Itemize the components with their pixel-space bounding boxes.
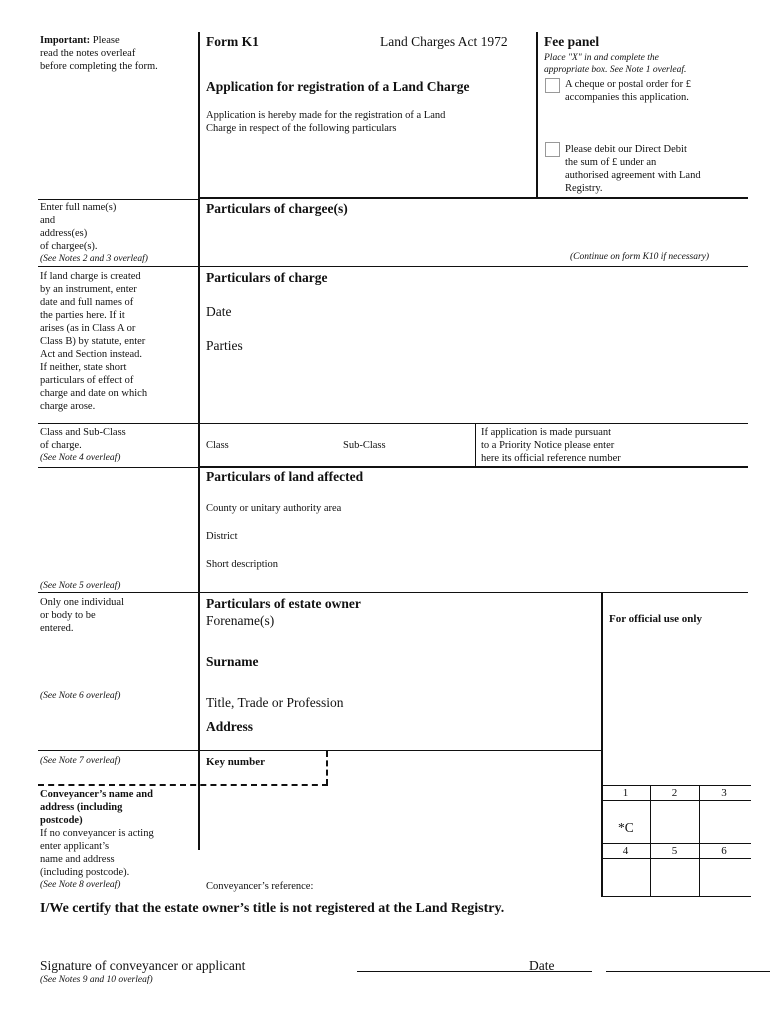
chargee-instructions: Enter full name(s) and address(es) of chargee(s). (See Notes 2 and 3 overleaf) bbox=[40, 202, 148, 264]
conveyancer-instructions: Conveyancer’s name and address (including postcode) If no conveyancer is acting enter applicant’s name and address (including postcode). (See Note 8 overleaf) bbox=[40, 789, 154, 890]
grid-line-1 bbox=[601, 785, 751, 786]
cheque-checkbox[interactable] bbox=[545, 78, 560, 93]
surname-field[interactable] bbox=[275, 652, 595, 686]
grid-cell-2: 2 bbox=[671, 787, 678, 799]
owner-heading: Particulars of estate owner bbox=[206, 596, 361, 611]
grid-mark-c: *C bbox=[618, 820, 634, 835]
grid-col-2 bbox=[699, 785, 700, 897]
short-description-label: Short description bbox=[206, 559, 279, 570]
grid-cell-6: 6 bbox=[721, 845, 727, 857]
rule-below-class bbox=[198, 466, 748, 468]
forename-field[interactable] bbox=[300, 612, 595, 646]
charge-date-label: Date bbox=[206, 304, 232, 319]
county-field[interactable] bbox=[380, 499, 740, 519]
fee-panel-divider bbox=[536, 32, 538, 198]
fee-panel-instructions: Place "X" in and complete the appropriate box. See Note 1 overleaf. bbox=[544, 53, 687, 75]
rule-below-chargee bbox=[38, 266, 748, 267]
rule-below-charge bbox=[38, 423, 748, 424]
district-field[interactable] bbox=[250, 527, 740, 547]
subclass-label: Sub-Class bbox=[343, 440, 386, 451]
act-title: Land Charges Act 1972 bbox=[380, 34, 508, 49]
address-field[interactable] bbox=[265, 716, 595, 746]
key-dash-right bbox=[326, 751, 328, 785]
rule-left-class bbox=[38, 467, 198, 468]
key-dash-bottom bbox=[38, 784, 328, 786]
priority-notice-text: If application is made pursuant to a Priority Notice please enter here its official reference number bbox=[481, 427, 621, 464]
subclass-field[interactable] bbox=[400, 436, 470, 456]
key-note: (See Note 7 overleaf) bbox=[40, 756, 121, 766]
date-field[interactable] bbox=[606, 954, 766, 970]
page-title: Application for registration of a Land Charge bbox=[206, 79, 470, 94]
conveyancer-reference-label: Conveyancer’s reference: bbox=[206, 881, 314, 892]
rule-below-land bbox=[38, 592, 748, 593]
grid-cell-5: 5 bbox=[671, 845, 678, 857]
forename-label: Forename(s) bbox=[206, 613, 275, 628]
county-label: County or unitary authority area bbox=[206, 503, 342, 514]
date-line bbox=[606, 971, 770, 972]
conveyancer-address-field[interactable] bbox=[202, 790, 597, 875]
certification-statement: I/We certify that the estate owner’s title is not registered at the Land Registry. bbox=[40, 901, 505, 916]
surname-label: Surname bbox=[206, 654, 259, 669]
charge-parties-label: Parties bbox=[206, 338, 243, 353]
date-label: Date bbox=[529, 958, 555, 973]
grid-line-3 bbox=[601, 843, 751, 844]
short-description-field[interactable] bbox=[300, 555, 740, 589]
intro-text: Application is hereby made for the registration of a Land Charge in respect of the following particulars bbox=[206, 110, 446, 134]
cheque-option-text: A cheque or postal order for £ accompanies this application. bbox=[565, 79, 691, 103]
continue-note: (Continue on form K10 if necessary) bbox=[570, 252, 710, 262]
important-note: Important: Please read the notes overleaf before completing the form. bbox=[40, 35, 158, 72]
fee-panel-title: Fee panel bbox=[544, 34, 600, 49]
land-heading: Particulars of land affected bbox=[206, 469, 364, 484]
grid-cell-1: 1 bbox=[622, 787, 629, 799]
charge-parties-field[interactable] bbox=[260, 336, 740, 416]
grid-line-5 bbox=[601, 896, 751, 897]
signature-line bbox=[357, 971, 592, 972]
direct-debit-option-text: Please debit our Direct Debit the sum of £ under an authorised agreement with Land Registry. bbox=[565, 144, 701, 194]
owner-instructions: Only one individual or body to be entered. bbox=[40, 597, 124, 634]
signature-label: Signature of conveyancer or applicant bbox=[40, 958, 246, 973]
grid-line-4 bbox=[601, 858, 751, 859]
signature-note: (See Notes 9 and 10 overleaf) bbox=[40, 975, 153, 985]
charge-heading: Particulars of charge bbox=[206, 270, 328, 285]
charge-date-field[interactable] bbox=[250, 302, 740, 322]
official-use-label: For official use only bbox=[609, 613, 702, 625]
signature-field[interactable] bbox=[357, 954, 527, 970]
left-column-divider bbox=[198, 32, 200, 850]
class-field[interactable] bbox=[240, 436, 335, 456]
chargee-heading: Particulars of chargee(s) bbox=[206, 201, 348, 216]
priority-divider bbox=[475, 423, 476, 467]
grid-line-2 bbox=[601, 800, 751, 801]
rule-left-chargee bbox=[38, 199, 198, 200]
land-note: (See Note 5 overleaf) bbox=[40, 581, 121, 591]
grid-cell-3: 3 bbox=[721, 787, 727, 799]
chargee-field[interactable] bbox=[202, 220, 742, 248]
title-trade-field[interactable] bbox=[375, 692, 595, 712]
rule-below-address bbox=[38, 750, 601, 751]
class-instructions: Class and Sub-Class of charge. (See Note 4 overleaf) bbox=[40, 427, 126, 463]
important-label: Important: bbox=[40, 35, 91, 46]
title-trade-label: Title, Trade or Profession bbox=[206, 695, 344, 710]
grid-cell-4: 4 bbox=[622, 845, 629, 857]
form-id: Form K1 bbox=[206, 34, 259, 49]
key-number-label: Key number bbox=[206, 756, 265, 768]
address-label: Address bbox=[206, 719, 254, 734]
class-label: Class bbox=[206, 440, 229, 451]
owner-note: (See Note 6 overleaf) bbox=[40, 691, 121, 701]
district-label: District bbox=[206, 531, 238, 542]
grid-col-1 bbox=[650, 785, 651, 897]
rule-below-header bbox=[198, 197, 748, 199]
direct-debit-checkbox[interactable] bbox=[545, 142, 560, 157]
charge-instructions: If land charge is created by an instrument, enter date and full names of the parties here. If it arises (as in Class A or Class B) by statute, enter Act and Section instead. If neither, state short particulars of effect of charge and date on which charge arose. bbox=[40, 271, 148, 412]
conveyancer-reference-field[interactable] bbox=[340, 878, 595, 894]
key-number-field[interactable] bbox=[285, 753, 323, 779]
